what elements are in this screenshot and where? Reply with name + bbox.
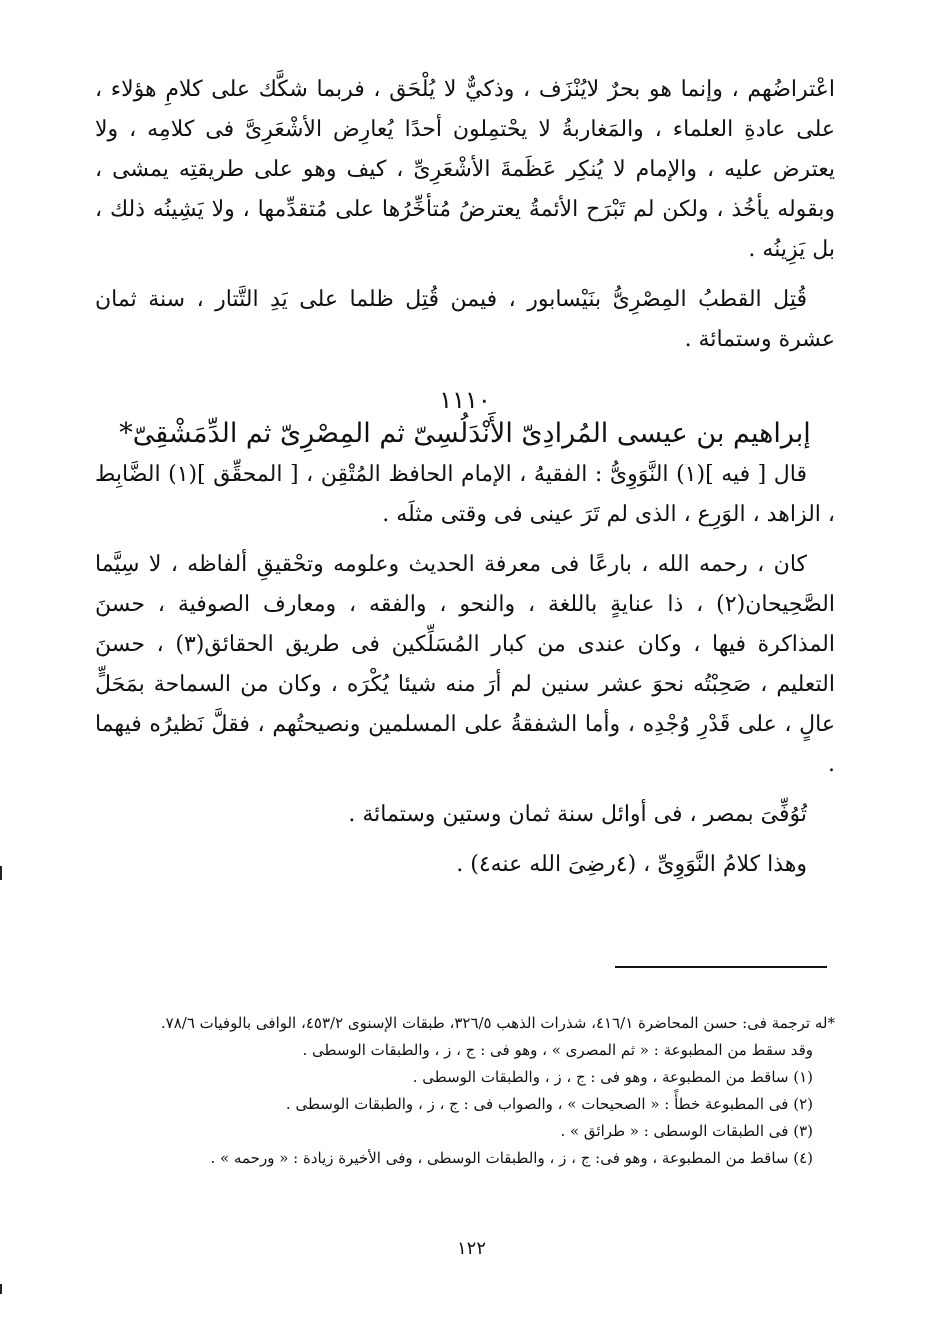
paragraph-biography: كان ، رحمه الله ، بارعًا فى معرفة الحديث وعلومه وتحْقيقِ ألفاظه ، لا سِيَّما الصَّحِيحان(٢) ، ذا عنايةٍ باللغة ، والنحو ، والفقه ، ومعارف الصوفية ، حسنَ المذاكرة فيها ، وكان عندى من كبار المُسَلِّكين فى طريق الحقائق(٣) ، حسنَ التعليم ، صَحِبْتُه نحوَ عشر سنين لم أرَ منه شيئا يُكْرَه ، وكان من السماحة بمَحَلٍّ عالٍ ، على قَدْرِ وُجْدِه ، وأما الشفقةُ على المسلمين ونصيحتُهم ، فقلَّ نَظيرُه فيهما . — [95, 552, 835, 777]
footnote-separator — [615, 966, 827, 968]
footnote-1: (١) ساقط من المطبوعة ، وهو فى : ج ، ز ، والطبقات الوسطى . — [412, 1068, 813, 1086]
paragraph-objection: اعْتراضُهم ، وإنما هو بحرٌ لايُنْزَف ، وذكيٌّ لا يُلْحَق ، فربما شكَّك على كلامِ هؤلاء ، على عادةِ العلماء ، والمَغاربةُ لا يحْتمِلون أحدًا يُعارِض الأشْعَرِىَّ فى كلامِه ، ولا يعترض عليه ، والإمام لا يُنكِر عَظَمةَ الأشْعَرِىِّ ، كيف وهو على طريقتِه يمشى ، وبقوله يأخُذ ، ولكن لم تَبْرَح الأئمةُ يعترضُ مُتأخِّرُها على مُتقدِّمها ، ولا يَشِينُه ذلك ، بل يَزِينُه . — [95, 77, 835, 262]
footnote-4: (٤) ساقط من المطبوعة ، وهو فى: ج ، ز ، والطبقات الوسطى ، وفى الأخيرة زيادة : « ورحمه » . — [210, 1149, 813, 1167]
scan-edge-mark — [0, 1284, 2, 1294]
entry-number: ١١١٠ — [439, 386, 491, 414]
paragraph-closing: وهذا كلامُ النَّوَوِىِّ ، (٤رضِىَ الله عنه٤) . — [456, 852, 807, 877]
footnotes — [95, 1010, 835, 1172]
paragraph-nawawi-quote: قال [ فيه ](١) النَّوَوِىُّ : الفقيهُ ، الإمام الحافظ المُتْقِن ، [ المحقِّق ](١) الضَّابِط ، الزاهد ، الوَرِع ، الذى لم تَرَ عينى فى وقتى مثلَه . — [95, 462, 835, 527]
page-number: ١٢٢ — [456, 1238, 486, 1259]
footnote-3: (٣) فى الطبقات الوسطى : « طرائق » . — [560, 1122, 813, 1140]
main-text — [95, 70, 835, 895]
paragraph-death: تُوُفِّىَ بمصر ، فى أوائل سنة ثمان وستين وستمائة . — [348, 802, 807, 827]
paragraph-qutb-death: قُتِل القطبُ المِصْرِىُّ بنَيْسابور ، فيمن قُتِل ظلما على يَدِ التَّتار ، سنة ثمان عشرة وستمائة . — [95, 287, 835, 352]
scan-edge-mark — [0, 866, 2, 880]
footnote-star-note: وقد سقط من المطبوعة : « ثم المصرى » ، وهو فى : ج ، ز ، والطبقات الوسطى . — [302, 1041, 813, 1059]
footnote-star: *له ترجمة فى: حسن المحاضرة ٤١٦/١، شذرات الذهب ٣٢٦/٥، طبقات الإسنوى ٤٥٣/٢، الوافى بالوفيات ٧٨/٦. — [160, 1014, 835, 1032]
entry-title: إبراهيم بن عيسى المُرادِىّ الأَنْدَلُسِىّ ثم المِصْرِىّ ثم الدِّمَشْقِىّ* — [119, 418, 811, 449]
footnote-2: (٢) فى المطبوعة خطأً : « الصحيحات » ، والصواب فى : ج ، ز ، والطبقات الوسطى . — [285, 1095, 813, 1113]
